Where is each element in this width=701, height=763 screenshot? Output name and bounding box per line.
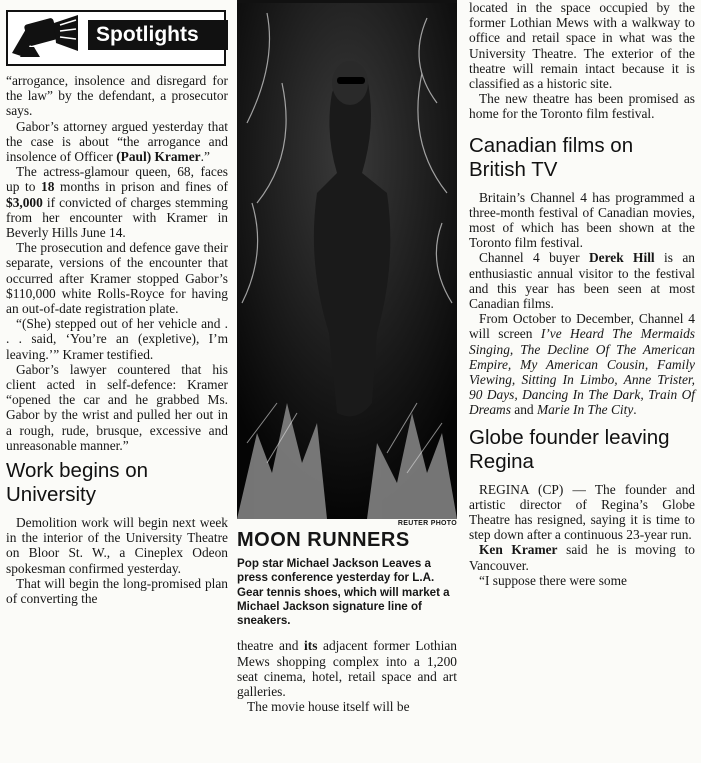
paragraph: The actress-glamour queen, 68, faces up to 18 months in prison and fines of $3,000 if convicted of charges stemming from her encounter with Kramer in Beverly Hills June 14. bbox=[6, 164, 228, 241]
paragraph: Ken Kramer said he is moving to Vancouver. bbox=[469, 542, 696, 573]
paragraph: The new theatre has been promised as home for the Toronto film festival. bbox=[469, 91, 695, 122]
column-title: Spotlights bbox=[88, 20, 228, 50]
paragraph: That will begin the long-promised plan of converting the bbox=[6, 575, 228, 607]
column-right bbox=[469, 0, 695, 588]
gabor-story bbox=[6, 73, 228, 453]
column-left bbox=[6, 0, 228, 606]
paragraph: From October to December, Channel 4 will screen I’ve Heard The Mermaids Singing, The Decline Of The American Empire, My American Cousin, Family Viewing, Sitting In Limbo, Anne Trister, 90 Days, Dancing In The Dark, Train Of Dreams and Marie In The City. bbox=[469, 311, 695, 418]
university-continuation-top bbox=[469, 0, 695, 122]
globe-story bbox=[469, 482, 695, 588]
photo-caption: Pop star Michael Jackson Leaves a press conference yesterday for L.A. Gear tennis shoes, which will market a Michael Jackson signature line of sneakers. bbox=[237, 557, 450, 628]
paragraph: Gabor’s attorney argued yesterday that the case is about “the arrogance and insolence of Officer (Paul) Kramer.” bbox=[6, 118, 228, 165]
university-continuation bbox=[237, 638, 457, 714]
canadian-films-story bbox=[469, 190, 695, 418]
paragraph: Channel 4 buyer Derek Hill is an enthusiastic annual visitor to the festival and this year has been seen at most Canadian films. bbox=[469, 250, 695, 312]
paragraph: theatre and its adjacent former Lothian Mews shopping complex into a 1,200 seat cinema, hotel, retail space and art galleries. bbox=[237, 638, 457, 700]
paragraph: Demolition work will begin next week in the interior of the University Theatre on Bloor St. W., a Cineplex Odeon spokesman confirmed yesterday. bbox=[6, 515, 228, 576]
paragraph: REGINA (CP) — The founder and artistic director of Regina’s Globe Theatre has resigned, saying it is time to step down after a continuous 23-year run. bbox=[469, 481, 695, 543]
paragraph: The prosecution and defence gave their separate, versions of the encounter that occurred after Kramer stopped Gabor’s $110,000 white Rolls-Royce for having an out-of-date registration plate. bbox=[6, 240, 228, 317]
university-story bbox=[6, 515, 228, 606]
paragraph: located in the space occupied by the former Lothian Mews with a walkway to office and retail space in what was the University Theatre. The exterior of the theatre will remain intact because it is classified as a historic site. bbox=[469, 0, 695, 92]
paragraph: “arrogance, insolence and disregard for the law” by the defendant, a prosecutor says. bbox=[6, 73, 228, 119]
photo-credit: REUTER PHOTO bbox=[397, 520, 457, 527]
canadian-films-headline: Canadian films on British TV bbox=[469, 133, 634, 181]
spotlight-icon bbox=[10, 13, 80, 61]
paragraph: “I suppose there were some bbox=[479, 572, 627, 588]
paragraph: “(She) stepped out of her vehicle and . . . said, ‘You’re an (expletive), I’m leaving.’” Kramer testified. bbox=[6, 316, 228, 362]
university-headline: Work begins on University bbox=[6, 459, 149, 507]
photo-caption-headline: MOON RUNNERS bbox=[237, 529, 410, 551]
paragraph: The movie house itself will be bbox=[247, 699, 410, 715]
paragraph: Britain’s Channel 4 has programmed a three-month festival of Canadian movies, most of which has been shown at the Toronto film festival. bbox=[469, 189, 695, 251]
paragraph: Gabor’s lawyer countered that his client acted in self-defence: Kramer “opened the car and he grabbed Ms. Gabor by the wrist and pulled her out in a rough, rude, brusque, excessive and unreasonable manner.” bbox=[6, 361, 228, 453]
globe-headline: Globe founder leaving Regina bbox=[469, 425, 670, 473]
column-middle bbox=[237, 0, 457, 715]
photo-michael-jackson bbox=[237, 0, 457, 519]
photo-image bbox=[237, 3, 457, 519]
spotlights-logo bbox=[6, 10, 228, 65]
